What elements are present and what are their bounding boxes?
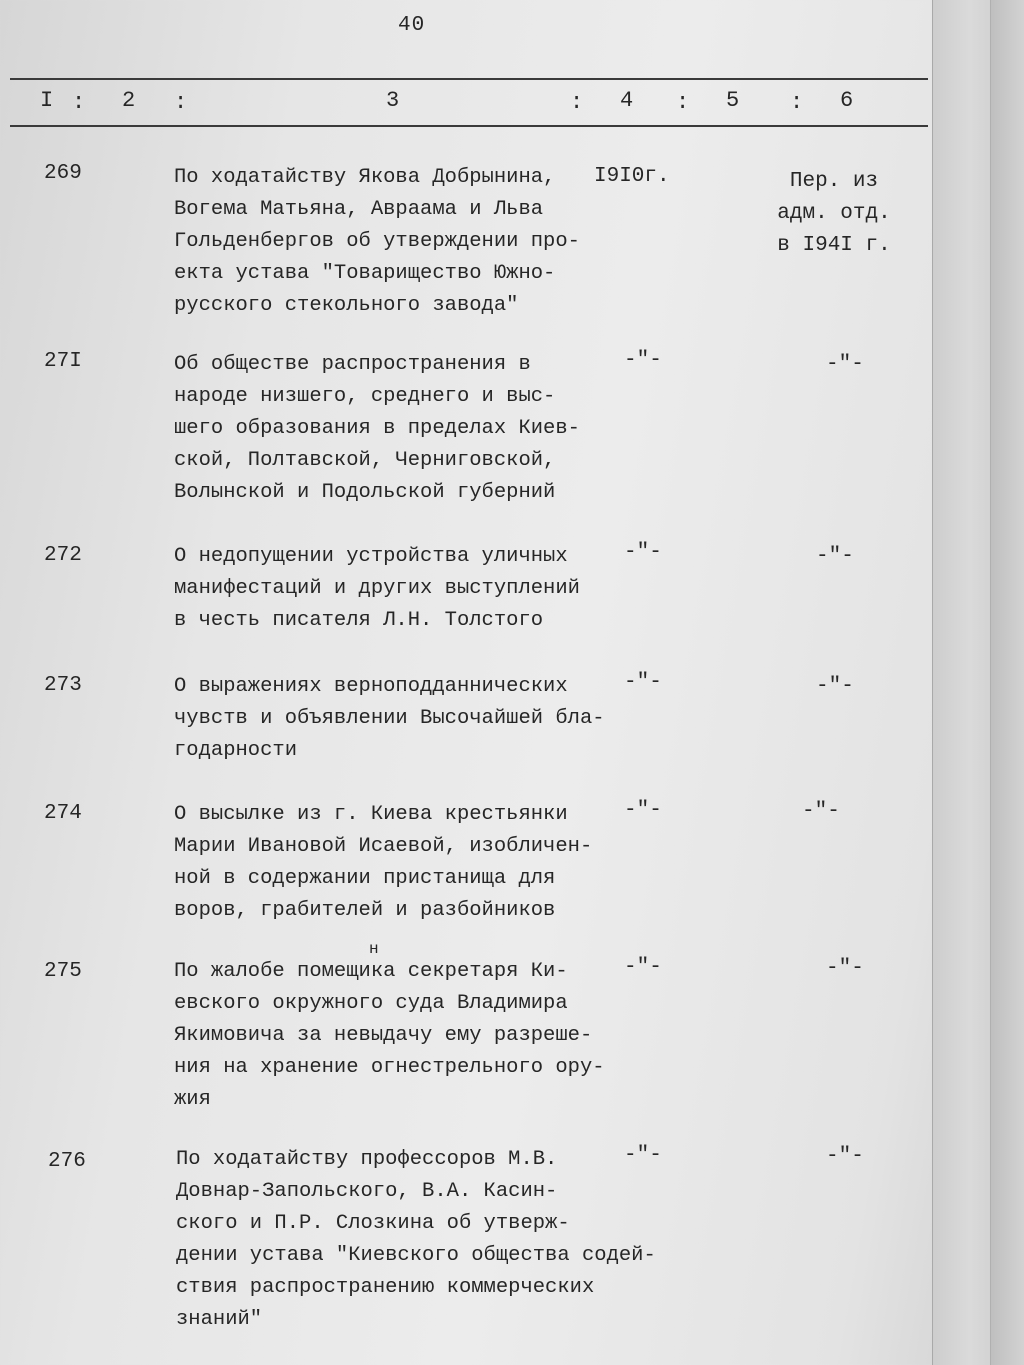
entry-number: 273	[44, 674, 82, 697]
entry-number: 269	[44, 162, 82, 185]
entry-description: Об обществе распространения в народе низшего, среднего и выс- шего образования в пределах Киев- ской, Полтавской, Черниговской, Волынской и Подольской губерний	[174, 353, 580, 504]
entry-note: -"-	[802, 800, 840, 823]
adjacent-page-edge-outer	[990, 0, 1024, 1365]
entry-note: -"-	[826, 1145, 864, 1168]
entry-year: -"-	[624, 1144, 662, 1167]
column-separator: :	[174, 90, 188, 115]
entry-description: По ходатайству Якова Добрынина, Вогема Матьяна, Авраама и Льва Гольденбергов об утверждении про- екта устава "Товарищество Южно- русского стекольного завода"	[174, 166, 580, 317]
column-header-4: 4	[620, 88, 634, 113]
column-separator: :	[676, 90, 690, 115]
entry-description: О недопущении устройства уличных манифестаций и других выступлений в честь писателя Л.Н. Толстого	[174, 545, 580, 632]
entry-number: 272	[44, 544, 82, 567]
column-separator: :	[570, 90, 584, 115]
column-header-2: 2	[122, 88, 136, 113]
entry-description: О выражениях верноподданнических чувств и объявлении Высочайшей бла- годарности	[174, 675, 605, 762]
entry-year: I9I0г.	[594, 165, 670, 188]
column-header-6: 6	[840, 88, 854, 113]
entry-year: -"-	[624, 671, 662, 694]
column-header-1: I	[40, 88, 54, 113]
entry-note: -"-	[816, 545, 854, 568]
entry-note: Пер. из адм. отд. в I94I г.	[777, 170, 891, 257]
header-bottom-rule	[10, 125, 928, 127]
entry-note: -"-	[826, 353, 864, 376]
entry-year: -"-	[624, 956, 662, 979]
entry-year: -"-	[624, 799, 662, 822]
entry-description: По жалобе помещика секретаря Ки- евского окружного суда Владимира Якимовича за невыдачу ему разреше- ния на хранение огнестрельного ору- жия	[174, 960, 605, 1111]
entry-description: По ходатайству профессоров М.В. Довнар-Запольского, В.А. Касин- ского и П.Р. Слозкина об утверж- дении устава "Киевского общества содей- ствия распространению коммерческих знаний"	[176, 1148, 656, 1331]
handwritten-insertion: н	[369, 940, 379, 958]
entry-number: 275	[44, 960, 82, 983]
column-header-5: 5	[726, 88, 740, 113]
header-top-rule	[10, 78, 928, 80]
entry-number: 27I	[44, 350, 82, 373]
entry-note: -"-	[816, 675, 854, 698]
entry-description: О высылке из г. Киева крестьянки Марии Ивановой Исаевой, изобличен- ной в содержании пристанища для воров, грабителей и разбойников	[174, 803, 593, 922]
entry-number: 274	[44, 802, 82, 825]
entry-number: 276	[48, 1150, 86, 1173]
page-number: 40	[398, 14, 426, 37]
entry-note: -"-	[826, 957, 864, 980]
column-separator: :	[790, 90, 804, 115]
column-separator: :	[72, 90, 86, 115]
entry-year: -"-	[624, 541, 662, 564]
entry-year: -"-	[624, 349, 662, 372]
column-header-3: 3	[386, 88, 400, 113]
